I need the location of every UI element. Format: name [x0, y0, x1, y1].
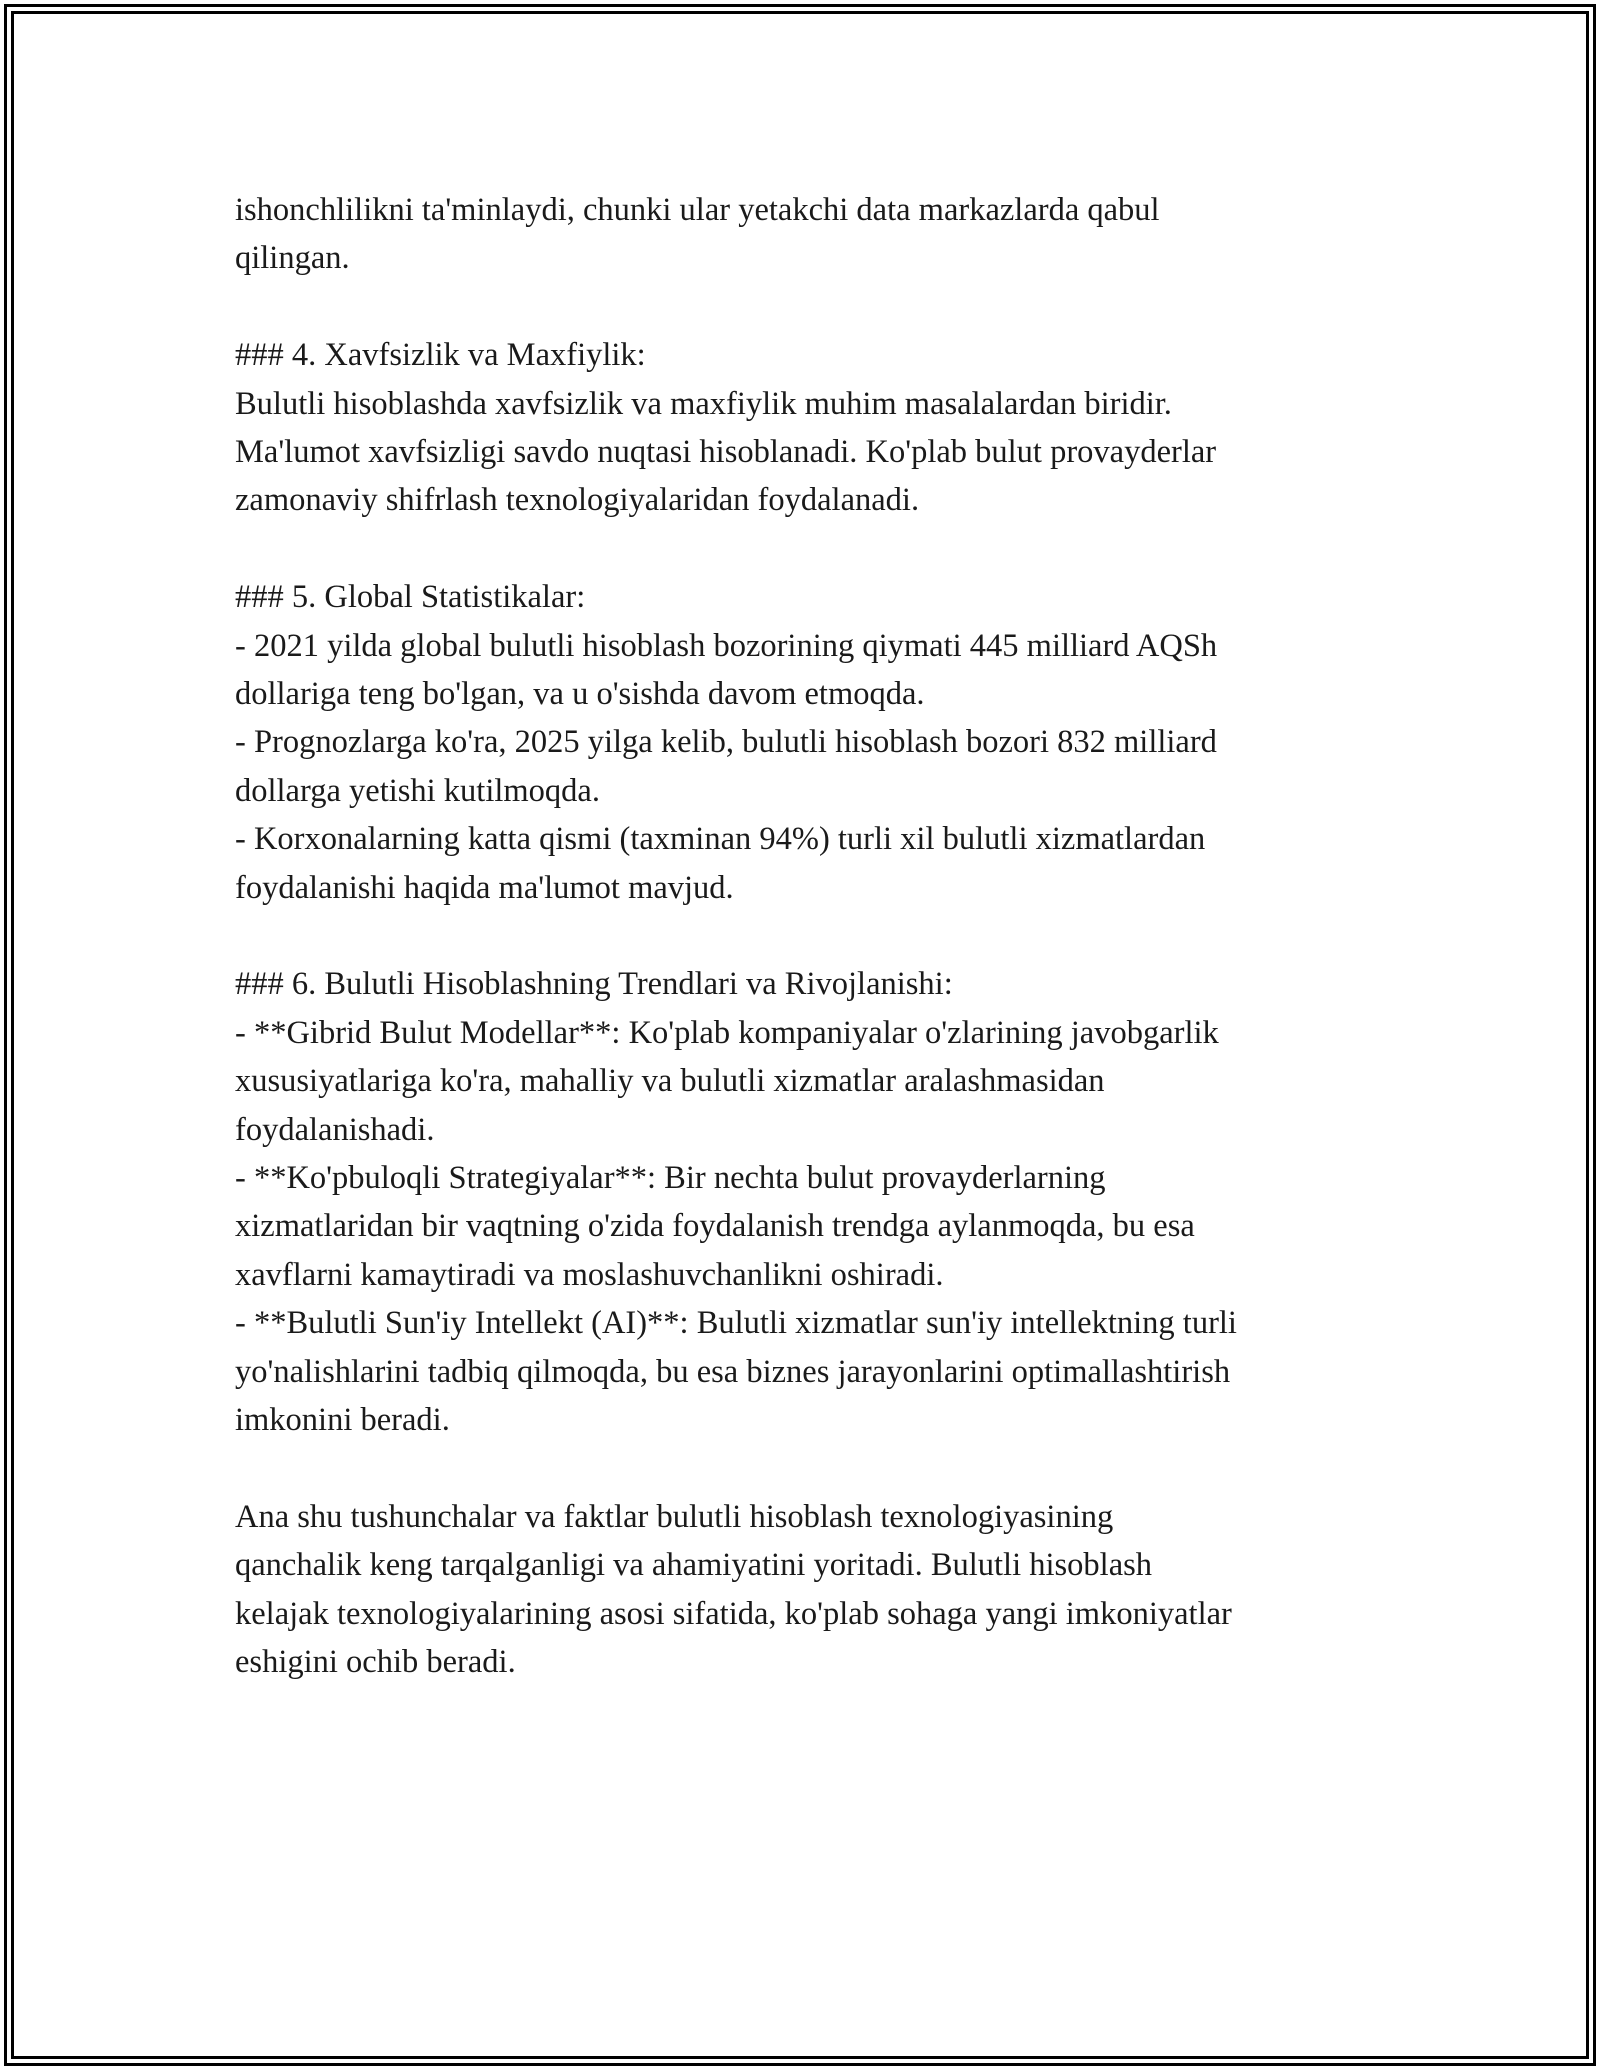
paragraph-conclusion: Ana shu tushunchalar va faktlar bulutli hisoblash texnologiyasining qanchalik keng tarqalganligi va ahamiyatini yoritadi. Bulutli hisoblash kelajak texnologiyalarining asosi sifatida, ko'plab sohaga yangi imkoniyatlar eshigini ochib beradi.: [235, 1498, 1232, 1681]
document-body: [235, 186, 1385, 1687]
section-trends-development: ### 6. Bulutli Hisoblashning Trendlari va Rivojlanishi: - **Gibrid Bulut Modellar**: Ko'plab kompaniyalar o'zlarining javobgarlik xususiyatlariga ko'ra, mahalliy va bulutli xizmatlar aralashmasidan foydalanishadi. - **Ko'pbuloqli Strategiyalar**: Bir nechta bulut provayderlarning xizmatlaridan bir vaqtning o'zida foydalanish trendga aylanmoqda, bu esa xavflarni kamaytiradi va moslashuvchanlikni oshiradi. - **Bulutli Sun'iy Intellekt (AI)**: Bulutli xizmatlar sun'iy intellektning turli yo'nalishlarini tadbiq qilmoqda, bu esa biznes jarayonlarini optimallashtirish imkonini beradi.: [235, 966, 1237, 1439]
section-global-statistics: ### 5. Global Statistikalar: - 2021 yilda global bulutli hisoblash bozorining qiymati 445 milliard AQSh dollariga teng bo'lgan, va u o'sishda davom etmoqda. - Prognozlarga ko'ra, 2025 yilga kelib, bulutli hisoblash bozori 832 milliard dollarga yetishi kutilmoqda. - Korxonalarning katta qismi (taxminan 94%) turli xil bulutli xizmatlardan foydalanishi haqida ma'lumot mavjud.: [235, 579, 1218, 906]
paragraph-intro-continuation: ishonchlilikni ta'minlaydi, chunki ular yetakchi data markazlarda qabul qilingan.: [235, 192, 1160, 277]
section-security-privacy: ### 4. Xavfsizlik va Maxfiylik: Bulutli hisoblashda xavfsizlik va maxfiylik muhim masalalardan biridir. Ma'lumot xavfsizligi savdo nuqtasi hisoblanadi. Ko'plab bulut provayderlar zamonaviy shifrlash texnologiyalaridan foydalanadi.: [235, 337, 1217, 519]
